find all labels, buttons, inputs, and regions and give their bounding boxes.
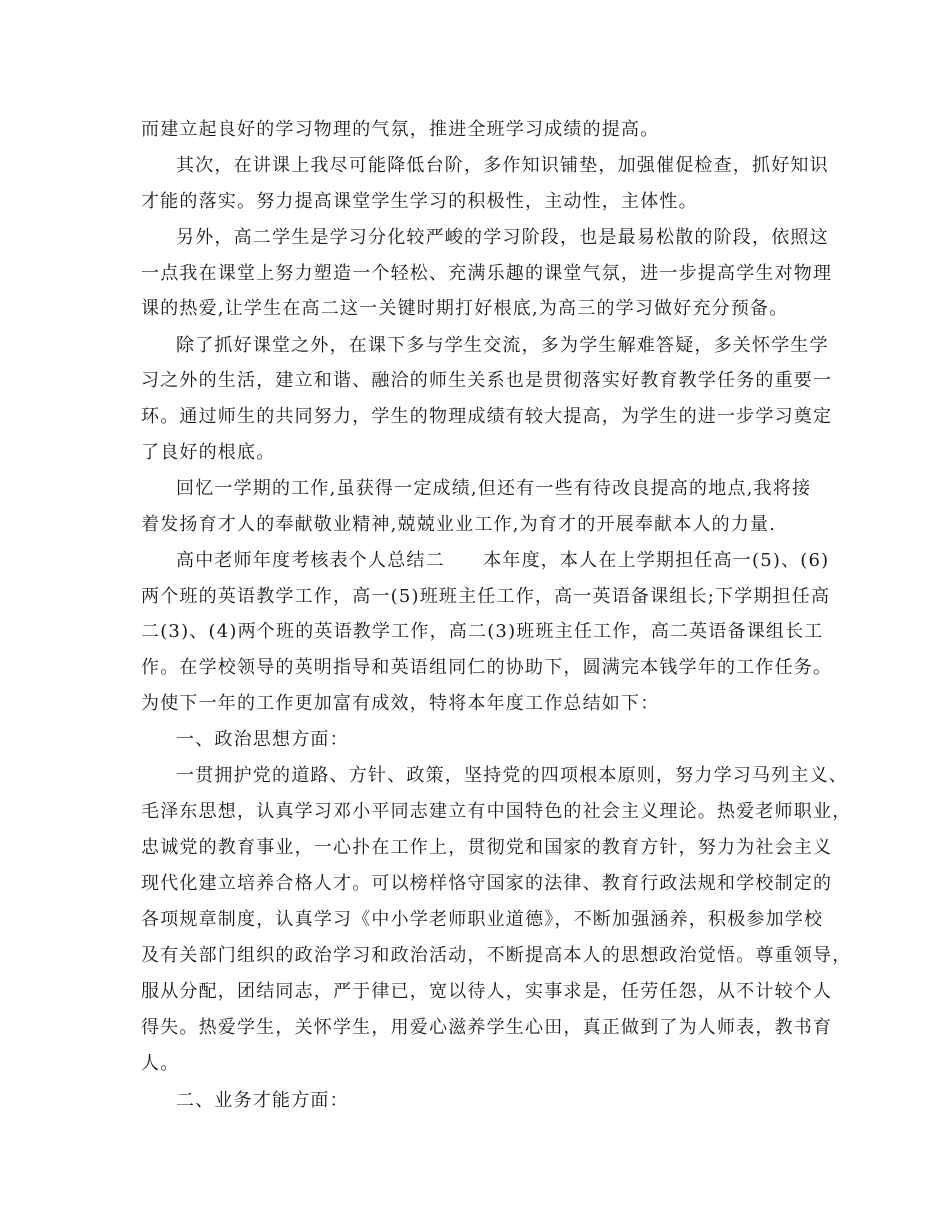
section-heading: 一、政治思想方面： <box>176 729 349 750</box>
text-line: 环。通过师生的共同努力，学生的物理成绩有较大提高，为学生的进一步学习奠定 <box>141 406 833 427</box>
text-line: 高中老师年度考核表个人总结二 本年度，本人在上学期担任高一(5)、(6) <box>176 550 830 571</box>
text-line: 二(3)、(4)两个班的英语教学工作，高二(3)班班主任工作，高二英语备课组长工 <box>141 621 824 642</box>
text-line: 课的热爱,让学生在高二这一关键时期打好根底,为高三的学习做好充分预备。 <box>141 298 789 319</box>
text-line: 一贯拥护党的道路、方针、政策，坚持党的四项根本原则，努力学习马列主义、 <box>176 765 848 786</box>
text-line: 另外，高二学生是学习分化较严峻的学习阶段，也是最易松散的阶段，依照这 <box>176 227 829 248</box>
text-line: 才能的落实。努力提高课堂学生学习的积极性，主动性，主体性。 <box>141 191 698 212</box>
text-line: 了良好的根底。 <box>141 442 276 463</box>
section-heading: 二、业务才能方面： <box>176 1090 349 1111</box>
text-line: 作。在学校领导的英明指导和英语组同仁的协助下，圆满完本钱学年的工作任务。 <box>141 657 833 678</box>
text-line: 两个班的英语教学工作，高一(5)班班主任工作，高一英语备课组长;下学期担任高 <box>141 586 831 607</box>
text-line: 现代化建立培养合格人才。可以榜样恪守国家的法律、教育行政法规和学校制定的 <box>141 873 833 894</box>
text-line: 忠诚党的教育事业，一心扑在工作上，贯彻党和国家的教育方针，努力为社会主义 <box>141 837 833 858</box>
text-line: 为使下一年的工作更加富有成效，特将本年度工作总结如下： <box>141 693 660 714</box>
text-line: 人。 <box>141 1053 180 1074</box>
text-line: 得失。热爱学生，关怀学生，用爱心滋养学生心田，真正做到了为人师表，教书育 <box>141 1017 833 1038</box>
text-line: 而建立起良好的学习物理的气氛，推进全班学习成绩的提高。 <box>141 119 660 140</box>
text-line: 毛泽东思想，认真学习邓小平同志建立有中国特色的社会主义理论。热爱老师职业， <box>141 801 852 822</box>
text-line: 除了抓好课堂之外，在课下多与学生交流，多为学生解难答疑，多关怀学生学 <box>176 335 829 356</box>
text-line: 各项规章制度，认真学习《中小学老师职业道德》，不断加强涵养，积极参加学校 <box>141 909 824 930</box>
text-line: 回忆一学期的工作,虽获得一定成绩,但还有一些有待改良提高的地点,我将接 <box>176 478 812 499</box>
text-line: 服从分配，团结同志，严于律已，宽以待人，实事求是，任劳任怨，从不计较个人 <box>141 981 833 1002</box>
text-line: 一点我在课堂上努力塑造一个轻松、充满乐趣的课堂气氛，进一步提高学生对物理 <box>141 263 833 284</box>
text-line: 其次，在讲课上我尽可能降低台阶，多作知识铺垫，加强催促检查，抓好知识 <box>176 155 829 176</box>
text-line: 习之外的生活，建立和谐、融洽的师生关系也是贯彻落实好教育教学任务的重要一 <box>141 370 833 391</box>
text-line: 及有关部门组织的政治学习和政治活动，不断提高本人的思想政治觉悟。尊重领导， <box>141 945 852 966</box>
text-line: 着发扬育才人的奉献敬业精神,兢兢业业工作,为育才的开展奉献本人的力量. <box>141 514 777 535</box>
